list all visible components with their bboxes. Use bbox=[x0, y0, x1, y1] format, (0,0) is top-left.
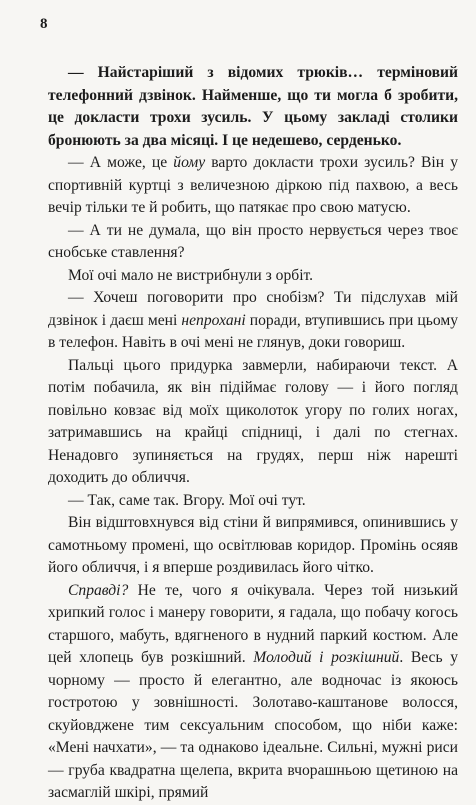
text-run: — А може, це bbox=[68, 154, 174, 171]
page-number: 8 bbox=[40, 16, 48, 32]
text-run-italic: Справді? bbox=[68, 581, 129, 599]
paragraph bbox=[48, 355, 458, 490]
paragraph bbox=[48, 152, 458, 220]
paragraph bbox=[48, 490, 458, 513]
body-text bbox=[48, 62, 458, 805]
text-run: — Хочеш поговорити про снобізм? Ти підслухав мій дзвінок і даєш мені bbox=[48, 289, 458, 329]
text-run: поради, втупившись при цьому в телефон. Навіть в очі мені не глянув, доки говориш. bbox=[48, 311, 458, 351]
text-run: Не те, чого я очікувала. Через той низький хрипкий голос і манеру говорити, я гадала, що побачу когось старшого, мабуть, вдягненого в нудний паркий костюм. Але цей хлопець був розкішний. bbox=[48, 581, 458, 666]
text-run: Він відштовхнувся від стіни й випрямився, опинившись у самотньому промені, що освітлював коридор. Промінь осяяв його обличчя, і я вперше роздивилась його чітко. bbox=[48, 514, 458, 576]
paragraph bbox=[48, 220, 458, 265]
text-run: — А ти не думала, що він просто нервується через твоє снобське ставлення? bbox=[48, 221, 458, 261]
paragraph bbox=[48, 62, 458, 152]
paragraph bbox=[48, 265, 458, 288]
text-run: варто докласти трохи зусиль? Він у спортивній куртці з величезною діркою під пахвою, а весь вечір тільки те й робить, що патякає про свою матусю. bbox=[48, 154, 458, 216]
text-run: — Найстаріший з відомих трюків… терміновий телефонний дзвінок. Найменше, що ти могла б зробити, це докласти трохи зусиль. У цьому закладі столики бронюють за два місяці. І це недешево, серденько. bbox=[48, 64, 458, 149]
text-run-italic: Молодий і розкішний bbox=[253, 649, 400, 666]
paragraph bbox=[48, 512, 458, 580]
text-run-italic: йому bbox=[173, 154, 206, 171]
text-run: . Весь у чорному — просто й елегантно, але водночас із якоюсь гостротою у зовнішності. Золотаво-каштанове волосся, скуйовджене тим сексуальним способом, що ніби каже: «Мені начхати», — та однаково ідеальне. Сильні, мужні риси — груба квадратна щелепа, вкрита вчорашньою щетиною на засмаглій шкірі, прямий bbox=[48, 649, 458, 801]
paragraph bbox=[48, 580, 458, 805]
text-run: Мої очі мало не вистрибнули з орбіт. bbox=[68, 266, 314, 284]
text-run: Пальці цього придурка завмерли, набираючи текст. А потім побачила, як він підіймає голову — і його погляд повільно ковзає від моїх щиколоток угору по голих ногах, затримавшись на крайці спідниці, і далі по стегнах. Ненадовго зупиняється на грудях, перш ніж нарешті доходить до обличчя. bbox=[48, 356, 458, 486]
paragraph bbox=[48, 287, 458, 355]
text-run-italic: непрохані bbox=[181, 311, 246, 329]
text-run: — Так, саме так. Вгору. Мої очі тут. bbox=[68, 491, 306, 509]
